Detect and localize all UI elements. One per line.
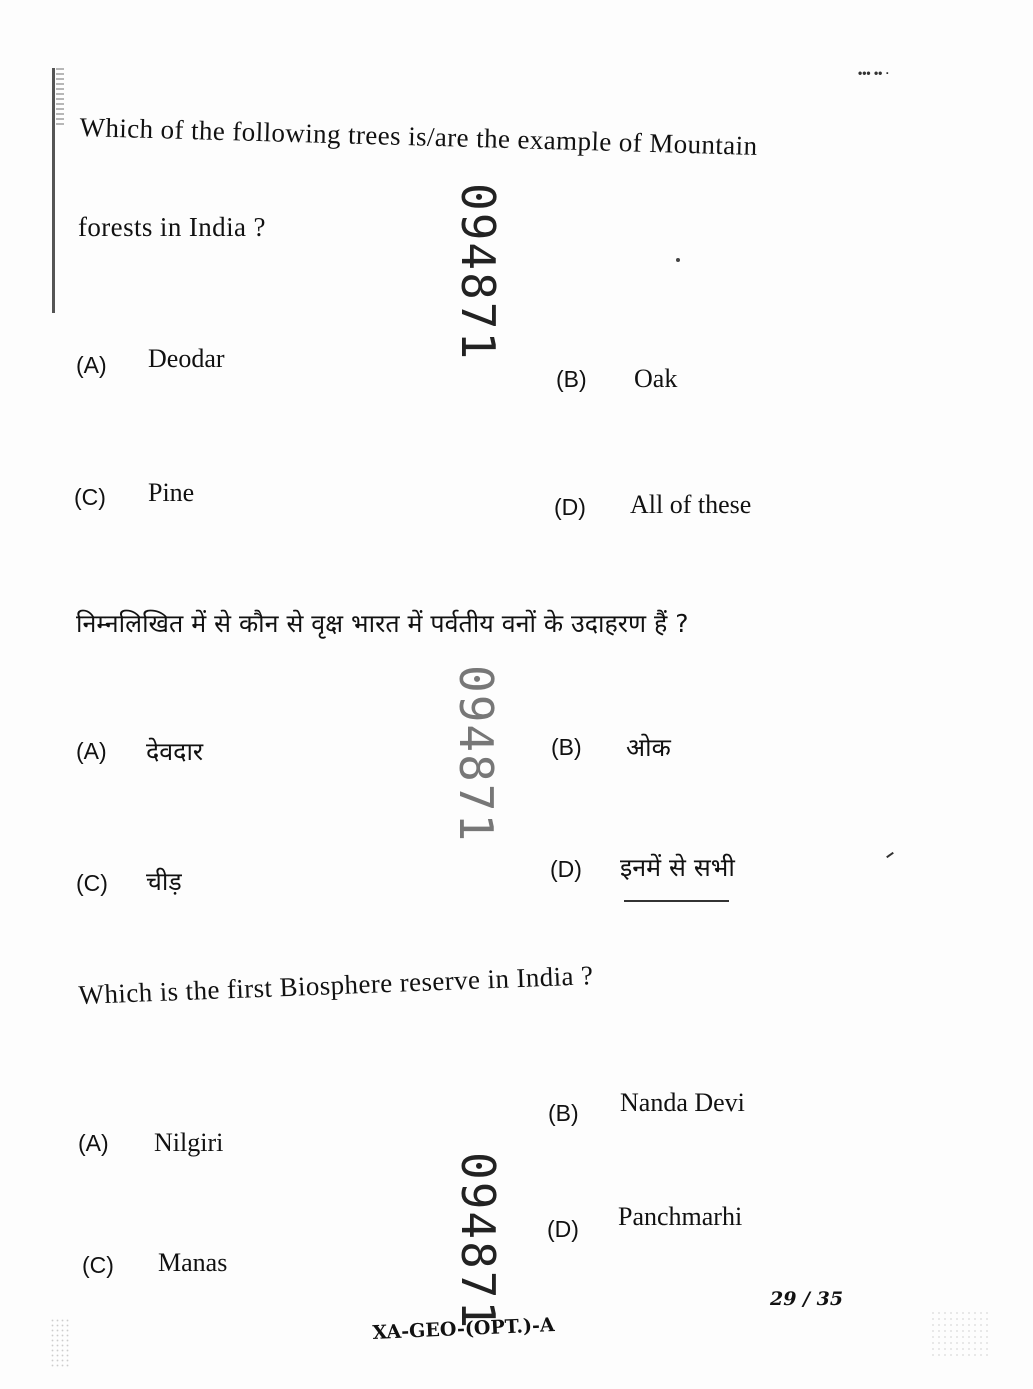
scan-edge-line	[52, 68, 55, 313]
q1-english-line2: forests in India ?	[78, 212, 266, 242]
q1-hi-option-a-text: देवदार	[146, 737, 204, 766]
q1-english-line1: Which of the following trees is/are the example of Mountain	[79, 112, 758, 161]
q1-hi-option-b-label: (B)	[551, 734, 582, 760]
speck	[676, 258, 680, 262]
serial-stamp-1: 094871	[451, 183, 505, 362]
corner-mark: ••• •• ·	[858, 66, 890, 80]
scan-noise-left	[50, 1318, 70, 1368]
q2-option-c-label: (C)	[82, 1252, 114, 1278]
q1-hi-option-d-label: (D)	[550, 856, 582, 882]
q2-option-a-text: Nilgiri	[154, 1128, 224, 1157]
q1-option-a-label: (A)	[76, 352, 107, 378]
pen-tick	[886, 852, 894, 858]
q1-option-d-text: All of these	[630, 490, 752, 519]
q1-option-c-text: Pine	[148, 478, 195, 507]
q1-hi-option-c-text: चीड़	[146, 867, 182, 896]
paper-code: XA-GEO-(OPT.)-A	[372, 1314, 556, 1344]
q2-option-d-label: (D)	[547, 1216, 579, 1242]
q1-option-c-label: (C)	[74, 484, 106, 510]
q1-option-d-label: (D)	[554, 494, 586, 520]
q1-option-b-label: (B)	[556, 366, 587, 392]
pen-stroke	[624, 900, 729, 902]
q2-option-b-label: (B)	[548, 1100, 579, 1126]
q1-hi-option-b-text: ओक	[626, 733, 671, 762]
serial-stamp-2: 094871	[449, 665, 503, 844]
q1-hi-option-d-text: इनमें से सभी	[620, 853, 735, 882]
q1-option-a-text: Deodar	[148, 344, 225, 373]
page-number: 29 / 35	[770, 1288, 844, 1310]
q1-option-b-text: Oak	[634, 364, 678, 393]
q2-option-a-label: (A)	[78, 1130, 109, 1156]
q2-option-b-text: Nanda Devi	[620, 1088, 745, 1117]
q2-option-c-text: Manas	[158, 1248, 228, 1277]
q1-hi-option-c-label: (C)	[76, 870, 108, 896]
q1-hindi-question: निम्नलिखित में से कौन से वृक्ष भारत में पर्वतीय वनों के उदाहरण हैं ?	[76, 609, 689, 638]
q2-english-question: Which is the first Biosphere reserve in India ?	[78, 960, 594, 1010]
q1-hi-option-a-label: (A)	[76, 738, 107, 764]
scan-noise	[930, 1310, 990, 1360]
q2-option-d-text: Panchmarhi	[618, 1202, 743, 1231]
serial-stamp-3: 094871	[451, 1152, 505, 1331]
scan-edge-noise	[56, 68, 64, 128]
